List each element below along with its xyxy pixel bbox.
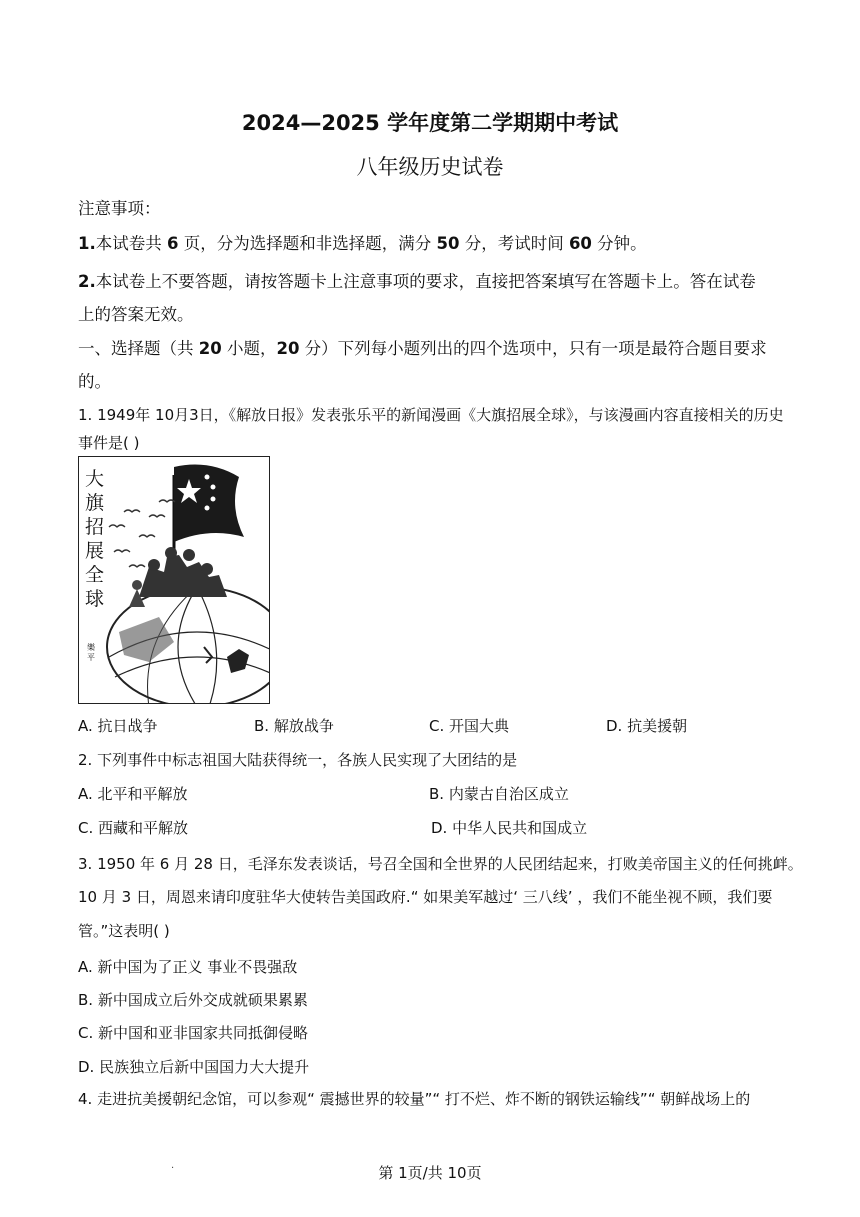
q1-option-c: C. 开国大典	[429, 717, 510, 735]
q2-stem: 2. 下列事件中标志祖国大陆获得统一，各族人民实现了大团结的是	[78, 751, 518, 769]
notice-heading: 注意事项：	[78, 199, 161, 218]
q4-stem-line1: 4. 走进抗美援朝纪念馆，可以参观“ 震撼世界的较量”“ 打不烂、炸不断的钢铁运输线”“ 朝鲜战场上的	[78, 1090, 751, 1108]
q3-stem-line2: 10 月 3 日，周恩来请印度驻华大使转告美国政府.“ 如果美军越过‘ 三八线’ ，我们不能坐视不顾，我们要	[78, 888, 773, 906]
q3-stem-line3: 管。”这表明( )	[78, 922, 170, 940]
q3-option-b: B. 新中国成立后外交成就硕果累累	[78, 991, 308, 1009]
cartoon-figure	[78, 456, 270, 704]
q2-option-a: A. 北平和平解放	[78, 785, 188, 803]
notice-item-2-line1: 2.本试卷上不要答题，请按答题卡上注意事项的要求，直接把答案填写在答题卡上。答在试卷	[78, 272, 756, 291]
q3-option-a: A. 新中国为了正义 事业不畏强敌	[78, 958, 298, 976]
q1-stem-line1: 1. 1949年 10月3日，《解放日报》发表张乐平的新闻漫画《大旗招展全球》，与该漫画内容直接相关的历史	[78, 406, 784, 424]
exam-subtitle: 八年级历史试卷	[356, 155, 504, 179]
q1-stem-line2: 事件是( )	[78, 434, 140, 452]
footer-dot: .	[171, 1160, 175, 1171]
notice-item-2-line2: 上的答案无效。	[78, 305, 194, 324]
section-heading: 一、选择题（共 20 小题，20 分）下列每小题列出的四个选项中，只有一项是最符合题目要求	[78, 339, 767, 358]
exam-title: 2024—2025 学年度第二学期期中考试	[241, 111, 619, 135]
q1-option-b: B. 解放战争	[254, 717, 334, 735]
q3-stem-line1: 3. 1950 年 6 月 28 日，毛泽东发表谈话，号召全国和全世界的人民团结起来，打败美帝国主义的任何挑衅。	[78, 855, 803, 873]
notice-item-1: 1.本试卷共 6 页，分为选择题和非选择题，满分 50 分，考试时间 60 分钟。	[78, 234, 647, 253]
q1-option-a: A. 抗日战争	[78, 717, 158, 735]
q3-option-c: C. 新中国和亚非国家共同抵御侵略	[78, 1024, 309, 1042]
q1-option-d: D. 抗美援朝	[606, 717, 688, 735]
q2-option-d: D. 中华人民共和国成立	[431, 819, 588, 837]
cartoon-signature: 樂平	[87, 643, 95, 662]
q3-option-d: D. 民族独立后新中国国力大大提升	[78, 1058, 310, 1076]
cartoon-illustration	[79, 457, 269, 703]
cartoon-caption: 大旗招展全球	[85, 468, 105, 610]
q2-option-c: C. 西藏和平解放	[78, 819, 189, 837]
page-number: 第 1页/共 10页	[378, 1164, 482, 1182]
section-heading-line2: 的。	[78, 372, 111, 391]
q2-option-b: B. 内蒙古自治区成立	[429, 785, 569, 803]
